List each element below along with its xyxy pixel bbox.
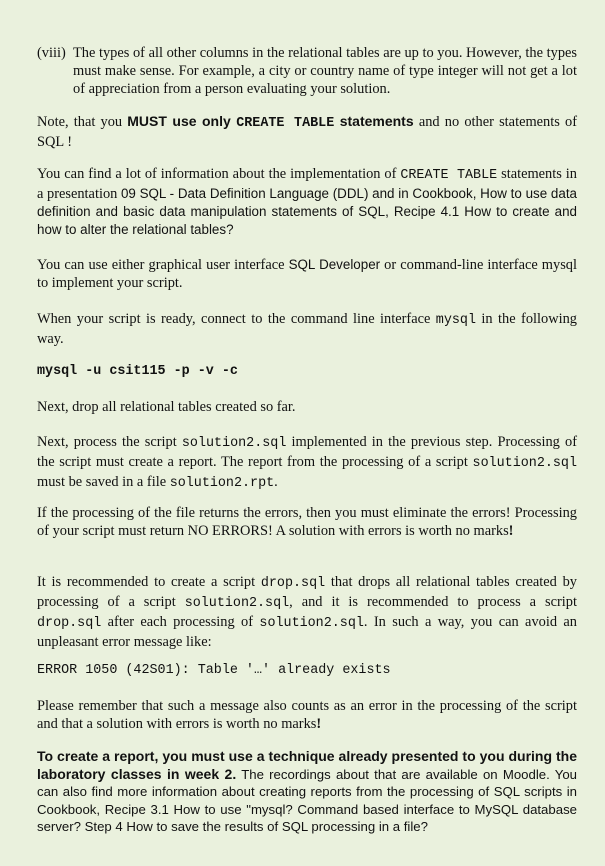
item-text: The types of all other columns in the relational tables are up to you. However, the types must make sense. For example, a city or country name of type integer will not get a lot of appreciation from a person evaluating your solution.	[73, 45, 577, 97]
item-number: (viii)	[37, 45, 66, 61]
gui-paragraph: You can use either graphical user interface SQL Developer or command-line interface mysql to implement your script.	[37, 257, 577, 291]
errors-paragraph: If the processing of the file returns the errors, then you must eliminate the errors! Processing of your script must return NO ERRORS! A solution with errors is worth no marks!	[37, 505, 577, 539]
recommend-paragraph: It is recommended to create a script drop.sql that drops all relational tables created by processing of a script solution2.sql, and it is recommended to process a script drop.sql after each processing of solution2.sql. In such a way, you can avoid an unpleasant error message like:	[37, 574, 577, 650]
info-paragraph: You can find a lot of information about the implementation of CREATE TABLE statements in a presentation 09 SQL - Data Definition Language (DDL) and in Cookbook, How to use data definition and basic data manipulation statements of SQL, Recipe 4.1 How to create and how to alter the relational tables?	[37, 166, 578, 237]
process-paragraph: Next, process the script solution2.sql implemented in the previous step. Processing of the script must create a report. The report from the processing of a script solution2.sql must be saved in a file solution2.rpt.	[37, 434, 577, 491]
error-message: ERROR 1050 (42S01): Table '…' already exists	[37, 663, 391, 678]
note-paragraph: Note, that you MUST use only CREATE TABLE statements and no other statements of SQL !	[37, 113, 577, 150]
connect-command: mysql -u csit115 -p -v -c	[37, 364, 238, 379]
report-paragraph: To create a report, you must use a technique already presented to you during the laboratory classes in week 2. The recordings about that are available on Moodle. You can also find more information about creating reports from the processing of SQL scripts in Cookbook, Recipe 3.1 How to use "mysql? Command based interface to MySQL database server? Step 4 How to save the results of SQL processing in a file?	[37, 748, 577, 834]
drop-all-paragraph: Next, drop all relational tables created so far.	[37, 399, 296, 415]
connect-paragraph: When your script is ready, connect to the command line interface mysql in the following way.	[37, 311, 577, 347]
remember-paragraph: Please remember that such a message also counts as an error in the processing of the script and that a solution with errors is worth no marks!	[37, 698, 577, 732]
item-viii	[37, 44, 577, 98]
